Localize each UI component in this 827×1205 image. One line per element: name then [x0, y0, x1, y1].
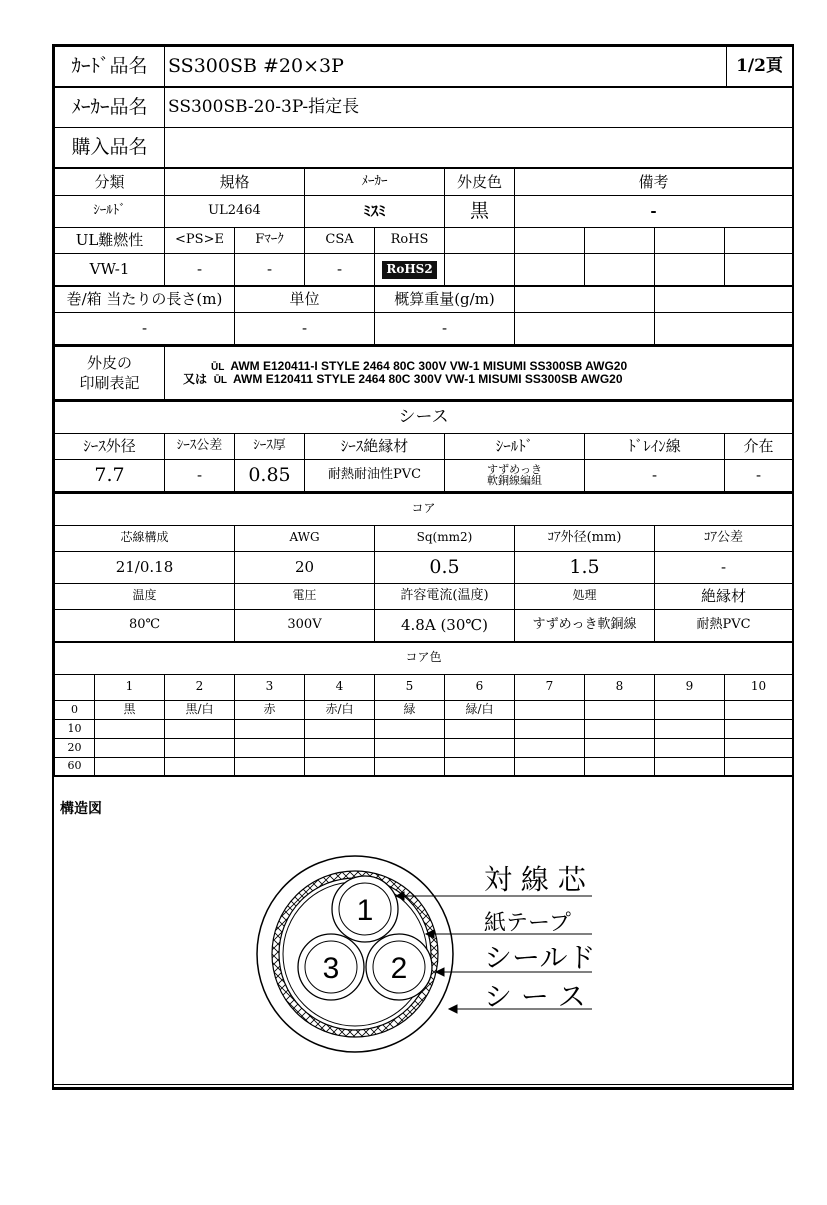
col-header: 6 [445, 674, 515, 700]
maker-name-value: SS300SB-20-3P-指定長 [165, 88, 793, 128]
unit-value: - [235, 313, 375, 345]
shield-value-line2: 軟銅線編組 [487, 474, 542, 488]
sheath-od-value: 7.7 [55, 460, 165, 492]
bottom-double-rule [54, 1084, 792, 1088]
standard-header: 規格 [165, 169, 305, 196]
pse-value: - [165, 254, 235, 286]
table-row [55, 719, 793, 738]
awg-header: AWG [235, 525, 375, 551]
fmark-value: - [235, 254, 305, 286]
weight-value: - [375, 313, 515, 345]
remarks-value: - [515, 196, 793, 228]
treatment-header: 処理 [515, 583, 655, 609]
standard-value: UL2464 [165, 196, 305, 228]
card-name-label: ｶｰﾄﾞ品名 [55, 47, 165, 87]
core-1 [332, 876, 398, 942]
rohs2-badge: RoHS2 [382, 261, 436, 278]
rohs-header: RoHS [375, 228, 445, 254]
length-grid [54, 286, 793, 346]
voltage-value: 300V [235, 609, 375, 641]
table-row [55, 700, 793, 719]
color-cell [655, 700, 725, 719]
sheath-title: シース [55, 402, 793, 434]
color-cell [515, 700, 585, 719]
col-header: 8 [585, 674, 655, 700]
shield-header: ｼｰﾙﾄﾞ [445, 434, 585, 460]
label-sheath: シ ー ス [484, 980, 586, 1013]
color-cell: 黒/白 [165, 700, 235, 719]
row-label: 60 [55, 757, 95, 776]
print-label-line2: 印刷表記 [79, 373, 140, 392]
structure-section [54, 784, 792, 1088]
color-cell: 黒 [95, 700, 165, 719]
sheath-tol-header: ｼｰｽ公差 [165, 434, 235, 460]
card-name-value: SS300SB #20×3P [165, 47, 727, 87]
core-color-title: コア色 [55, 642, 793, 674]
purchase-name-label: 購入品名 [55, 128, 165, 168]
print-label-line1: 外皮の [86, 353, 132, 372]
table-row [55, 738, 793, 757]
current-value: 4.8A (30℃) [375, 609, 515, 641]
ul-flame-header: UL難燃性 [55, 228, 165, 254]
maker-name-label: ﾒｰｶｰ品名 [55, 88, 165, 128]
sheath-insul-header: ｼｰｽ絶縁材 [305, 434, 445, 460]
color-cell: 緑/白 [445, 700, 515, 719]
awg-value: 20 [235, 551, 375, 583]
color-cell: 赤 [235, 700, 305, 719]
print-or-label: 又は [183, 371, 208, 386]
col-header: 10 [725, 674, 793, 700]
treatment-value: すずめっき軟銅線 [515, 609, 655, 641]
fmark-header: Fﾏｰｸ [235, 228, 305, 254]
core-color-table [54, 642, 793, 778]
print-table [54, 346, 793, 402]
csa-header: CSA [305, 228, 375, 254]
sheath-thick-value: 0.85 [235, 460, 305, 492]
length-header: 巻/箱 当たりの長さ(m) [55, 287, 235, 313]
weight-header: 概算重量(g/m) [375, 287, 515, 313]
color-cell: 緑 [375, 700, 445, 719]
filler-value: - [725, 460, 793, 492]
remarks-header: 備考 [515, 169, 793, 196]
col-header: 1 [95, 674, 165, 700]
sheath-tol-value: - [165, 460, 235, 492]
insul-header: 絶縁材 [655, 583, 793, 609]
sheath-insul-value: 耐熱耐油性PVC [305, 460, 445, 492]
label-paper-tape: 紙テープ [484, 911, 571, 936]
page-number: 1/2頁 [727, 47, 793, 87]
sheath-thick-header: ｼｰｽ厚 [235, 434, 305, 460]
core-title: コア [55, 493, 793, 525]
cable-cross-section-diagram [54, 784, 792, 1084]
sq-value: 0.5 [375, 551, 515, 583]
maker-header: ﾒｰｶｰ [305, 169, 445, 196]
col-header: 7 [515, 674, 585, 700]
print-label [55, 346, 165, 400]
print-line-1: AWM E120411-I STYLE 2464 80C 300V VW-1 MISUMI SS300SB AWG20 [230, 358, 628, 373]
table-row [55, 757, 793, 776]
core-table [54, 493, 793, 642]
row-label: 0 [55, 700, 95, 719]
shield-value [445, 460, 585, 492]
col-header: 4 [305, 674, 375, 700]
core-od-header: ｺｱ外径(mm) [515, 525, 655, 551]
core-3-label: 3 [322, 952, 340, 985]
structure-title: 構造図 [60, 801, 102, 817]
color-cell: 赤/白 [305, 700, 375, 719]
row-label: 20 [55, 738, 95, 757]
filler-header: 介在 [725, 434, 793, 460]
unit-header: 単位 [235, 287, 375, 313]
jacket-color-header: 外皮色 [445, 169, 515, 196]
col-header: 9 [655, 674, 725, 700]
current-header: 許容電流(温度) [375, 583, 515, 609]
sheath-od-header: ｼｰｽ外径 [55, 434, 165, 460]
core-2 [366, 934, 432, 1000]
color-cell [725, 700, 793, 719]
core-1-label: 1 [356, 894, 374, 927]
voltage-header: 電圧 [235, 583, 375, 609]
jacket-color-value: 黒 [445, 196, 515, 228]
rohs-value-cell [375, 254, 445, 286]
csa-value: - [305, 254, 375, 286]
sq-header: Sq(mm2) [375, 525, 515, 551]
ul-logo-icon: ŪL [211, 361, 225, 373]
ul-logo-icon-2: ŪL [213, 374, 228, 386]
purchase-name-value [165, 128, 793, 168]
insul-value: 耐熱PVC [655, 609, 793, 641]
core-tol-header: ｺｱ公差 [655, 525, 793, 551]
core-tol-value: - [655, 551, 793, 583]
col-header: 3 [235, 674, 305, 700]
class-header: 分類 [55, 169, 165, 196]
drain-header: ﾄﾞﾚｲﾝ線 [585, 434, 725, 460]
core-od-value: 1.5 [515, 551, 655, 583]
temp-header: 温度 [55, 583, 235, 609]
core-color-header-row [55, 674, 793, 700]
core-3 [298, 934, 364, 1000]
drain-value: - [585, 460, 725, 492]
class-value: ｼｰﾙﾄﾞ [55, 196, 165, 228]
strand-value: 21/0.18 [55, 551, 235, 583]
row-label: 10 [55, 719, 95, 738]
print-text [165, 346, 793, 400]
shield-value-line1: すずめっき [487, 462, 542, 476]
col-header: 2 [165, 674, 235, 700]
header-table [54, 46, 793, 87]
print-line-2: AWM E120411 STYLE 2464 80C 300V VW-1 MISUMI SS300SB AWG20 [233, 371, 623, 386]
spec-sheet [52, 44, 794, 1090]
maker-table [54, 87, 793, 168]
ul-flame-value: VW-1 [55, 254, 165, 286]
length-value: - [55, 313, 235, 345]
color-cell [585, 700, 655, 719]
label-shield: シールド [484, 941, 596, 974]
temp-value: 80℃ [55, 609, 235, 641]
pse-header: <PS>E [165, 228, 235, 254]
spec-grid [54, 168, 793, 286]
label-twisted-core: 対 線 芯 [484, 863, 586, 896]
core-2-label: 2 [390, 952, 408, 985]
sheath-table [54, 401, 793, 493]
col-header: 5 [375, 674, 445, 700]
strand-header: 芯線構成 [55, 525, 235, 551]
maker-value: ﾐｽﾐ [305, 196, 445, 228]
